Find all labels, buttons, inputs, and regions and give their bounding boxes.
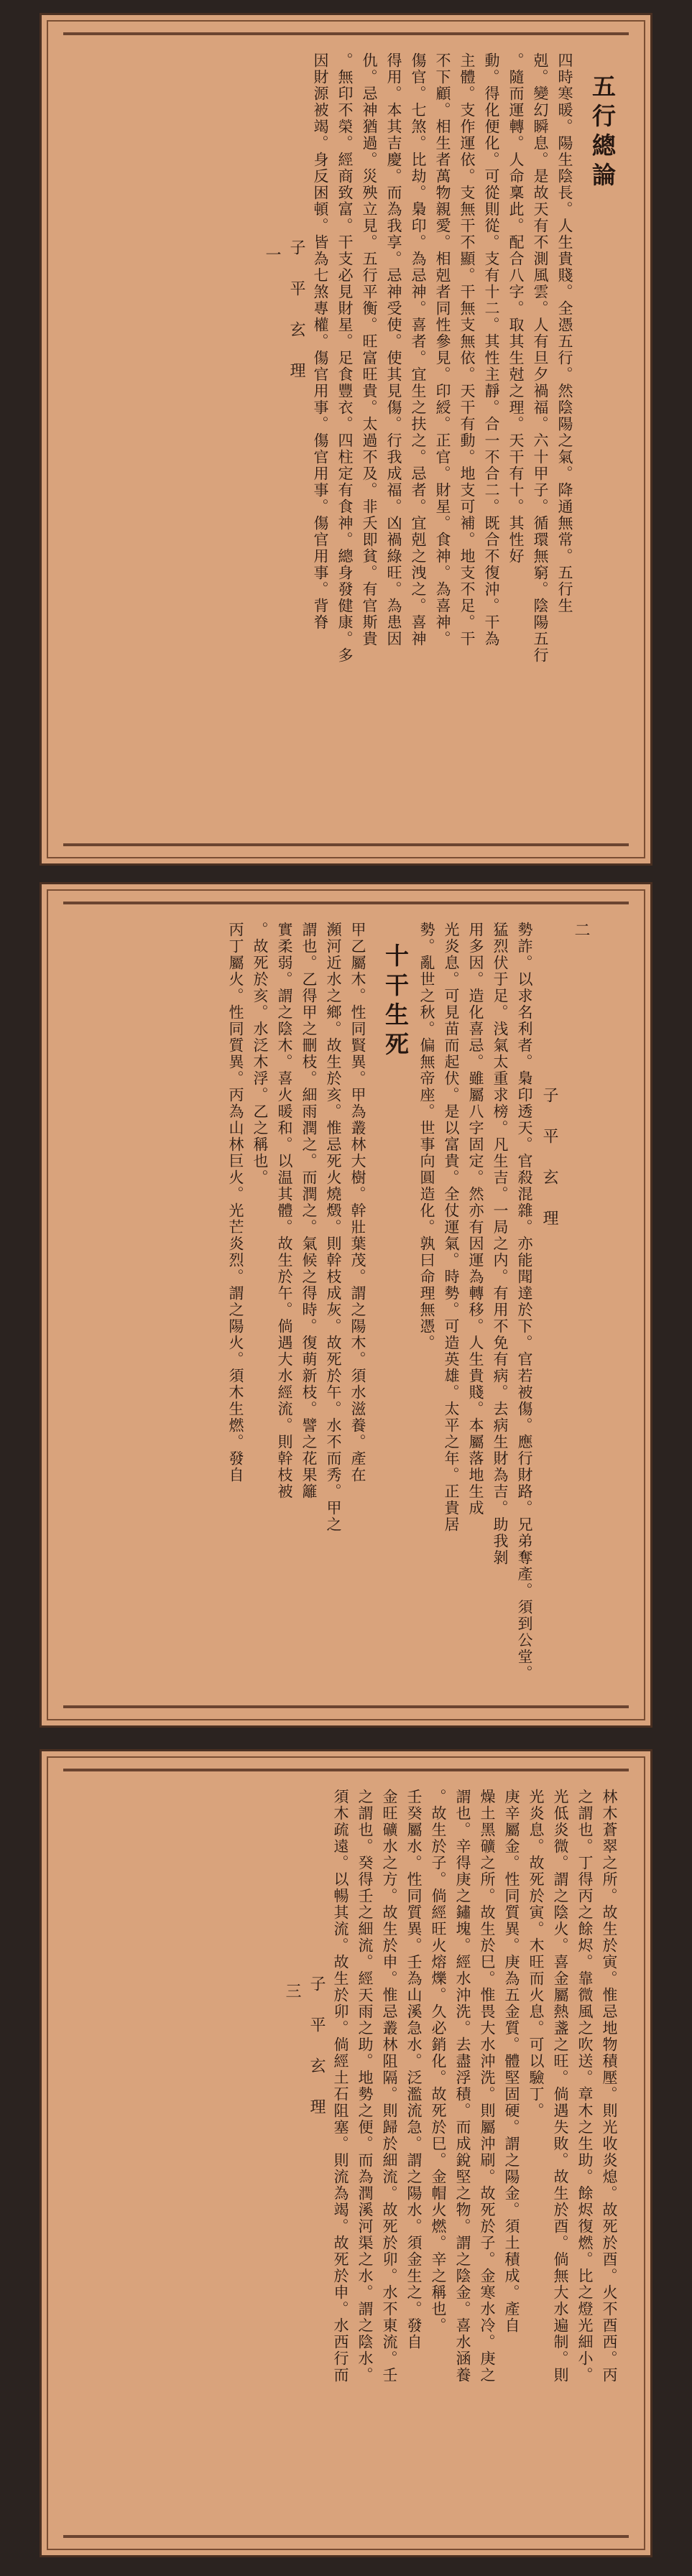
text-column: 勢。亂世之秋。偏無帝座。世事向圓造化。孰曰命理無憑。: [418, 922, 435, 1351]
text-column: 之謂也。癸得壬之細流。經天雨之助。地勢之便。而為潤溪河渠之水。謂之陰水。: [356, 1789, 374, 2383]
top-rule: [63, 1769, 629, 1771]
page-1-text: [70, 52, 622, 826]
text-column: 傷官。七煞。比劫。梟印。為忌神。喜者。宜生之扶之。忌者。宜剋之洩之。喜神: [410, 52, 427, 647]
running-header: 子 平 玄 理: [308, 1975, 326, 2124]
page-3-text: [70, 1789, 622, 2518]
bottom-rule: [63, 2535, 629, 2538]
text-column: 甲乙屬木。性同賢異。甲為叢林大樹。幹壯葉茂。謂之陽木。須水滋養。產在: [349, 922, 366, 1483]
top-rule: [63, 902, 629, 904]
text-column: 燥土黑礦之所。故生於巳。惟畏大水沖洗。則屬沖刷。故死於子。金寒水冷。庚之: [479, 1789, 496, 2383]
top-rule: [63, 32, 629, 35]
text-column: 實柔弱。謂之陰木。喜火暖和。以温其體。故生於午。倘遇大水經流。則幹枝被: [276, 922, 293, 1500]
text-column: 光低炎微。謂之陰火。喜金屬熱盞之旺。倘遇失敗。故生於酉。倘無大水遍制。則: [552, 1789, 569, 2383]
text-column: 金旺礦水之方。故生於申。惟忌叢林阻隔。則歸於細流。故死於卯。水不東流。壬: [381, 1789, 398, 2383]
text-column: 瀕河近水之鄉。故生於亥。惟忌死火燒燬。則幹枝成灰。故死於午。水不而秀。甲之: [325, 922, 342, 1533]
page-2-text: [70, 922, 622, 1688]
page-2: [40, 882, 652, 1728]
section-title: 五行總論: [589, 74, 617, 192]
page-1: [40, 13, 652, 866]
text-column: 光炎息。可見苗而起伏。是以富貴。全仗運氣。時勢。可造英雄。太平之年。正貴居: [443, 922, 460, 1533]
text-column: 須木疏遠。以暢其流。故生於卯。倘經土石阻塞。則流為竭。故死於申。水西行而: [332, 1789, 349, 2383]
page-3: [40, 1749, 652, 2557]
text-column: 不下顧。相生者萬物親愛。相剋者同性參見。印綬。正官。財星。食神。為喜神。: [434, 52, 451, 647]
text-column: 光炎息。故死於寅。木旺而火息。可以驗丁。: [527, 1789, 545, 2119]
bottom-rule: [63, 843, 629, 846]
running-header: 子 平 玄 理: [540, 1087, 558, 1236]
text-column: 壬癸屬水。性同質異。壬為山溪急水。泛濫流急。謂之陽水。須金生之。發自: [405, 1789, 423, 2350]
running-header: 子 平 玄 理: [287, 239, 305, 388]
text-column: 謂也。乙得甲之刪枝。細雨潤之。而潤之。氣候之得時。復萌新枝。譬之花果籬: [300, 922, 318, 1500]
section-title: 十干生死: [382, 943, 410, 1061]
text-column: 勢詐。以求名利者。梟印透天。官殺混雜。亦能聞達於下。官若被傷。應行財路。兄弟奪產。須到公堂。: [516, 922, 533, 1682]
text-column: 。隨而運轉。人命稟此。配合八字。取其生尅之理。天干有十。其性好: [507, 52, 525, 565]
text-column: 之謂也。丁得丙之餘烬。靠微風之吹送。章木之生助。餘烬復燃。比之燈光細小。: [576, 1789, 594, 2383]
text-column: 。無印不榮。經商致富。干支必見財星。足食豐衣。四柱定有食神。總身發健康。多: [336, 52, 354, 664]
text-column: 仇。忌神猶過。災殃立見。五行平衡。旺富旺貴。太過不及。非夭即貧。有官斯貴: [361, 52, 378, 647]
page-number: 一: [263, 246, 281, 264]
page-number: 二: [572, 922, 590, 939]
text-column: 猛烈伏于足。浅氣太重求榜。凡生吉。一局之内。有用不免有病。去病生財為吉。助我剝: [492, 922, 509, 1566]
text-column: 動。得化便化。可從則從。支有十二。其性主靜。合一不合二。既合不復沖。干為: [483, 52, 500, 647]
text-column: 。故生於子。倘經旺火熔爍。久必銷化。故死於巳。金帽火燃。辛之稱也。: [430, 1789, 447, 2334]
text-column: 。故死於亥。水泛木浮。乙之稱也。: [252, 922, 269, 1186]
text-column: 四時寒暖。陽生陰長。人生貴賤。全憑五行。然陰陽之氣。降通無常。五行生: [556, 52, 573, 614]
text-column: 丙丁屬火。性同質異。丙為山林巨火。光芒炎烈。謂之陽火。須木生燃。發自: [227, 922, 244, 1483]
page-number: 三: [283, 1983, 301, 2000]
text-column: 因財源被竭。身反困頓。皆為七煞專權。傷官用事。傷官用事。傷官用事。背脊: [312, 52, 329, 631]
text-column: 庚辛屬金。性同質異。庚為五金質。體堅固硬。謂之陽金。須土積成。產自: [503, 1789, 520, 2334]
text-column: 主體。支作運依。支無干不顯。干無支無依。天干有動。地支可補。地支不足。干: [458, 52, 476, 647]
bottom-rule: [63, 1705, 629, 1708]
text-column: 得用。本其吉慶。而為我享。忌神受使。使其見傷。行我成福。凶禍綠旺。為患因: [385, 52, 402, 647]
text-column: 林木蒼翠之所。故生於寅。惟忌地物積壓。則光收炎熄。故死於酉。火不酉西。丙: [601, 1789, 618, 2383]
text-column: 剋。變幻瞬息。是故天有不測風雲。人有旦夕禍福。六十甲子。循環無窮。陰陽五行: [532, 52, 549, 664]
text-column: 用多因。造化喜忌。雖屬八字固定。然亦有因運為轉移。人生貴賤。本屬落地生成: [467, 922, 484, 1516]
text-column: 謂也。辛得庚之鏽塊。經水沖洗。去盡浮積。而成銳堅之物。謂之陰金。喜水涵養: [454, 1789, 471, 2383]
